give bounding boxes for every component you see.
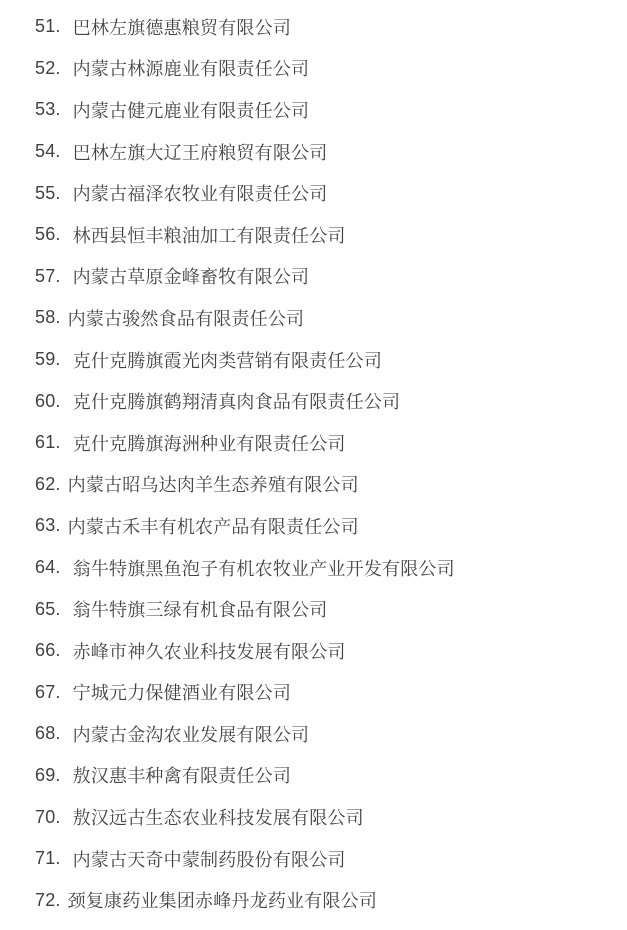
- company-name: 林西县恒丰粮油加工有限责任公司: [72, 225, 346, 246]
- list-item: [0, 755, 627, 797]
- item-number: 68.: [35, 723, 61, 744]
- company-name: 内蒙古草原金峰畜牧有限公司: [72, 267, 310, 288]
- item-number: 65.: [35, 598, 61, 619]
- item-number: 56.: [35, 224, 61, 245]
- company-name: 内蒙古健元鹿业有限责任公司: [72, 100, 310, 121]
- list-item: [0, 505, 627, 547]
- item-number: 64.: [35, 557, 61, 578]
- company-name: 敖汉远古生态农业科技发展有限公司: [72, 808, 364, 829]
- list-item: [0, 380, 627, 422]
- item-number: 54.: [35, 141, 61, 162]
- company-name: 巴林左旗大辽王府粮贸有限公司: [72, 142, 328, 163]
- company-name: 内蒙古福泽农牧业有限责任公司: [72, 184, 328, 205]
- company-name: 内蒙古金沟农业发展有限公司: [72, 724, 310, 745]
- list-item: [0, 422, 627, 464]
- company-name: 克什克腾旗鹤翔清真肉食品有限责任公司: [72, 392, 401, 413]
- item-number: 55.: [35, 182, 61, 203]
- item-number: 70.: [35, 806, 61, 827]
- list-item: [0, 48, 627, 90]
- item-number: 57.: [35, 265, 61, 286]
- item-number: 66.: [35, 640, 61, 661]
- item-number: 52.: [35, 57, 61, 78]
- item-number: 63.: [35, 515, 61, 536]
- item-number: 69.: [35, 764, 61, 785]
- item-number: 59.: [35, 349, 61, 370]
- item-number: 61.: [35, 432, 61, 453]
- company-name: 克什克腾旗海洲种业有限责任公司: [72, 433, 346, 454]
- list-item: [0, 796, 627, 838]
- company-name: 内蒙古骏然食品有限责任公司: [67, 308, 305, 329]
- company-name: 内蒙古昭乌达肉羊生态养殖有限公司: [67, 475, 359, 496]
- company-name: 翁牛特旗三绿有机食品有限公司: [72, 600, 328, 621]
- list-item: [0, 464, 627, 506]
- list-item: [0, 6, 627, 48]
- list-item: [0, 630, 627, 672]
- item-number: 60.: [35, 390, 61, 411]
- company-name: 巴林左旗德惠粮贸有限公司: [72, 17, 292, 38]
- list-item: [0, 547, 627, 589]
- list-item: [0, 588, 627, 630]
- item-number: 72.: [35, 889, 61, 910]
- item-number: 51.: [35, 16, 61, 37]
- item-number: 71.: [35, 848, 61, 869]
- list-item: [0, 672, 627, 714]
- list-item: [0, 297, 627, 339]
- list-item: [0, 879, 627, 921]
- list-item: [0, 131, 627, 173]
- company-name: 翁牛特旗黑鱼泡子有机农牧业产业开发有限公司: [72, 558, 455, 579]
- list-item: [0, 214, 627, 256]
- item-number: 67.: [35, 681, 61, 702]
- list-item: [0, 339, 627, 381]
- item-number: 58.: [35, 307, 61, 328]
- company-name: 内蒙古天奇中蒙制药股份有限公司: [72, 849, 346, 870]
- company-name: 赤峰市神久农业科技发展有限公司: [72, 641, 346, 662]
- item-number: 62.: [35, 473, 61, 494]
- company-name: 内蒙古禾丰有机农产品有限责任公司: [67, 516, 359, 537]
- list-item: [0, 838, 627, 880]
- list-item: [0, 89, 627, 131]
- item-number: 53.: [35, 99, 61, 120]
- company-name: 颈复康药业集团赤峰丹龙药业有限公司: [67, 891, 378, 912]
- company-name: 宁城元力保健酒业有限公司: [72, 683, 292, 704]
- company-name: 敖汉惠丰种禽有限责任公司: [72, 766, 292, 787]
- list-item: [0, 256, 627, 298]
- list-item: [0, 713, 627, 755]
- list-item: [0, 172, 627, 214]
- company-name: 内蒙古林源鹿业有限责任公司: [72, 59, 310, 80]
- company-name: 克什克腾旗霞光肉类营销有限责任公司: [72, 350, 383, 371]
